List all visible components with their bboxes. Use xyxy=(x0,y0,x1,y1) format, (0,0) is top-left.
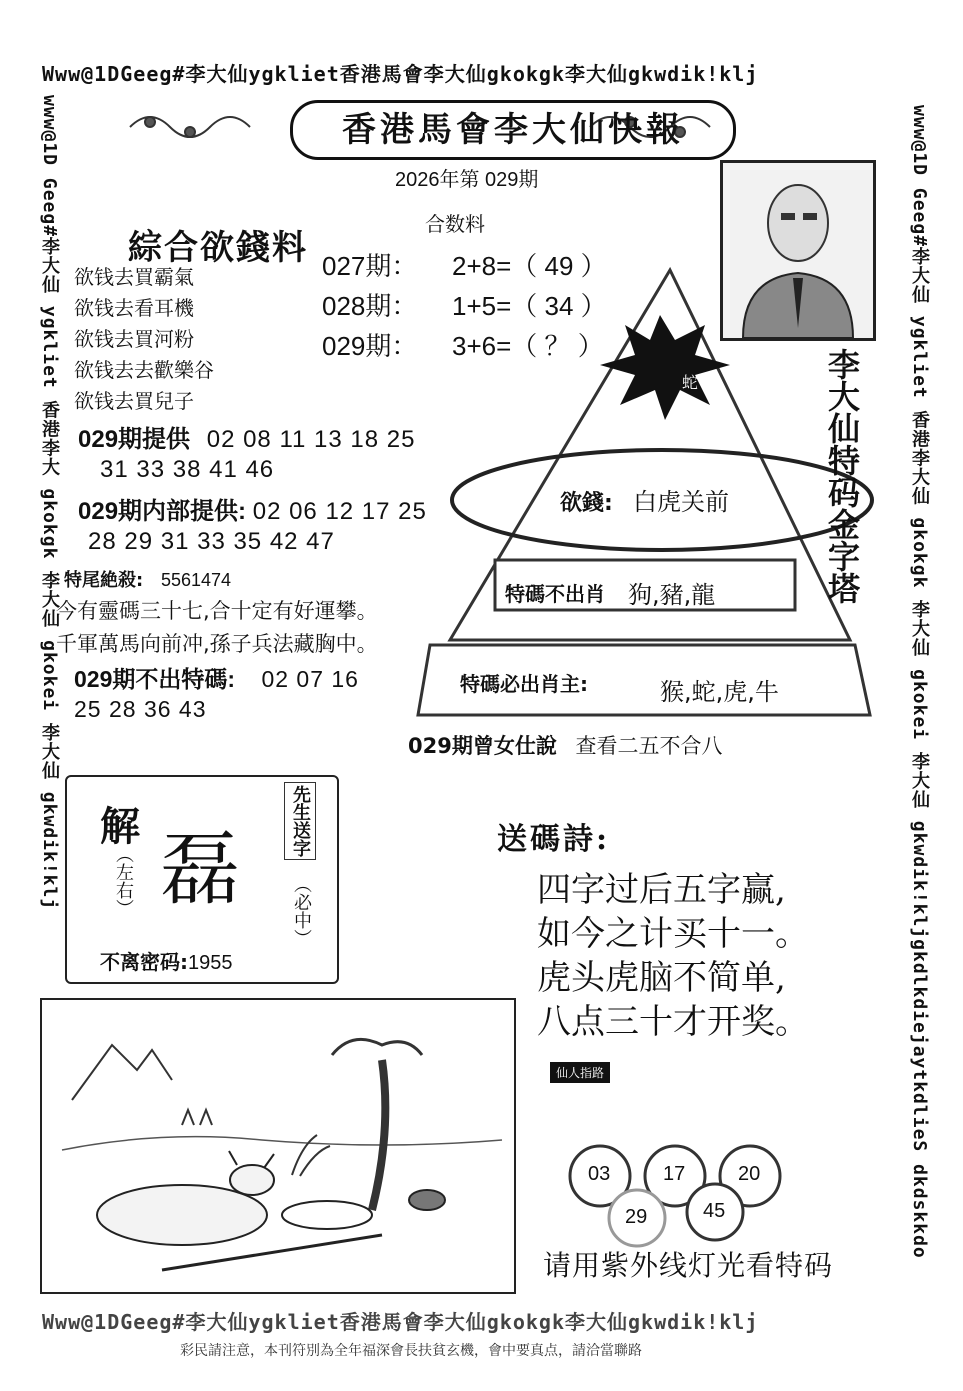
desire-item: 欲钱去買河粉 xyxy=(74,327,194,351)
combo-title: 合数料 xyxy=(425,212,485,236)
lady-text: 查看二五不合八 xyxy=(575,734,723,758)
riddle-jie: 解 xyxy=(100,803,140,850)
song-line: 虎头虎脑不简单, xyxy=(537,958,786,998)
verse-line: 今有靈碼三十七,合十定有好運攀。 xyxy=(56,599,378,623)
song-line: 如今之计买十一。 xyxy=(537,914,809,954)
combo-expr: 2+8=（ 49 ） xyxy=(452,251,607,281)
uv-note: 请用紫外线灯光看特码 xyxy=(543,1249,834,1282)
provide-label: 029期提供 xyxy=(78,426,191,453)
pyramid-must-label: 特碼必出肖主: xyxy=(460,672,588,696)
riddle-code-value: 1955 xyxy=(188,952,233,974)
ball-number: 20 xyxy=(738,1163,761,1185)
song-line: 四字过后五字赢, xyxy=(537,870,786,910)
provide-line2: 31 33 38 41 46 xyxy=(100,456,275,483)
right-watermark: www@1D Geeg#李大仙 ygkliet 香港李大仙 gkokgk 李大仙 gkokei 李大仙 gkwdik!kljgkdlkdiejaytkdlieS dkdskkdo xyxy=(909,105,930,1259)
combo-expr: 1+5=（ 34 ） xyxy=(452,291,607,321)
no-special-block xyxy=(74,664,359,724)
inner-label: 029期内部提供: xyxy=(78,498,247,525)
desire-item: 欲钱去買兒子 xyxy=(74,389,194,413)
provide-block xyxy=(78,425,415,485)
pyramid-not-value: 狗,豬,龍 xyxy=(628,581,716,609)
ball-number: 17 xyxy=(663,1163,686,1185)
desire-item: 欲钱去看耳機 xyxy=(74,296,194,320)
song-line: 八点三十才开奖。 xyxy=(537,1002,809,1042)
no-special-line1: 02 07 16 xyxy=(261,666,359,692)
tail-kill-label: 特尾絶殺: xyxy=(64,570,144,591)
verse-block xyxy=(56,595,378,661)
verse-line: 千軍萬馬向前冲,孫子兵法藏胸中。 xyxy=(56,632,378,656)
combo-expr: 3+6=（ ？ ） xyxy=(452,331,604,361)
burst-label: 蛇 xyxy=(682,373,699,392)
tail-kill xyxy=(64,566,231,592)
riddle-code xyxy=(100,946,233,975)
desire-list xyxy=(74,262,214,417)
combo-period: 029期： xyxy=(322,331,418,361)
combo-period: 028期： xyxy=(322,291,418,321)
inner-line1: 02 06 12 17 25 xyxy=(252,498,427,525)
pyramid-must-value: 猴,蛇,虎,牛 xyxy=(660,678,779,706)
ox-landscape-image xyxy=(42,1000,514,1292)
lady-says xyxy=(408,730,723,760)
ball-number: 29 xyxy=(625,1206,648,1228)
riddle-character: 磊 xyxy=(160,823,240,916)
song-title: 送碼詩: xyxy=(497,822,611,857)
riddle-jie-sub: （左右） xyxy=(113,845,134,917)
pyramid-desire-value: 白虎关前 xyxy=(633,488,729,516)
song-stamp: 仙人指路 xyxy=(550,1062,610,1083)
issue-number: 2026年第 029期 xyxy=(395,169,539,191)
illustration-frame xyxy=(40,998,516,1294)
desire-item: 欲钱去去歡樂谷 xyxy=(74,358,214,382)
song-lines xyxy=(537,868,809,1044)
ball-number: 03 xyxy=(588,1163,611,1185)
page-title: 香港馬會李大仙快報 xyxy=(290,100,736,160)
provide-line1: 02 08 11 13 18 25 xyxy=(206,426,416,453)
footer-note: 彩民請注意，本刊符別為全年福深會長扶貧玄機，會中要真点，請洽當聯路 xyxy=(180,1343,642,1359)
riddle-code-label: 不离密码: xyxy=(100,950,188,974)
no-special-line2: 25 28 36 43 xyxy=(74,696,207,722)
pyramid-side-title: 李大仙特码金字塔 xyxy=(823,348,861,604)
desire-item: 欲钱去買霸氣 xyxy=(74,265,194,289)
ball-number: 45 xyxy=(703,1200,726,1222)
top-watermark: Www@1DGeeg#李大仙ygkliet香港馬會李大仙gkokgk李大仙gkwdik!klj xyxy=(42,62,759,86)
riddle-must: （必中） xyxy=(291,875,312,947)
no-special-label: 029期不出特碼: xyxy=(74,666,236,692)
inner-line2: 28 29 31 33 35 42 47 xyxy=(88,528,335,555)
combo-period: 027期： xyxy=(322,251,418,281)
left-watermark: www@1D Geeg#李大仙 ygkliet 香港李大 gkokgk 李大仙 gkokei 李大仙 gkwdik!klj xyxy=(39,95,60,911)
inner-block xyxy=(78,497,427,557)
lady-label: 029期曾女仕說 xyxy=(408,734,557,758)
pyramid-not-label: 特碼不出肖 xyxy=(505,582,605,606)
bottom-watermark: Www@1DGeeg#李大仙ygkliet香港馬會李大仙gkokgk李大仙gkwdik!klj xyxy=(42,1310,759,1334)
lucky-balls xyxy=(560,1140,810,1250)
pyramid-desire-label: 欲錢: xyxy=(560,491,613,516)
riddle-teacher: 先生送字 xyxy=(284,782,316,860)
tail-kill-value: 5561474 xyxy=(160,570,232,590)
desire-title: 綜合欲錢料 xyxy=(128,228,308,268)
